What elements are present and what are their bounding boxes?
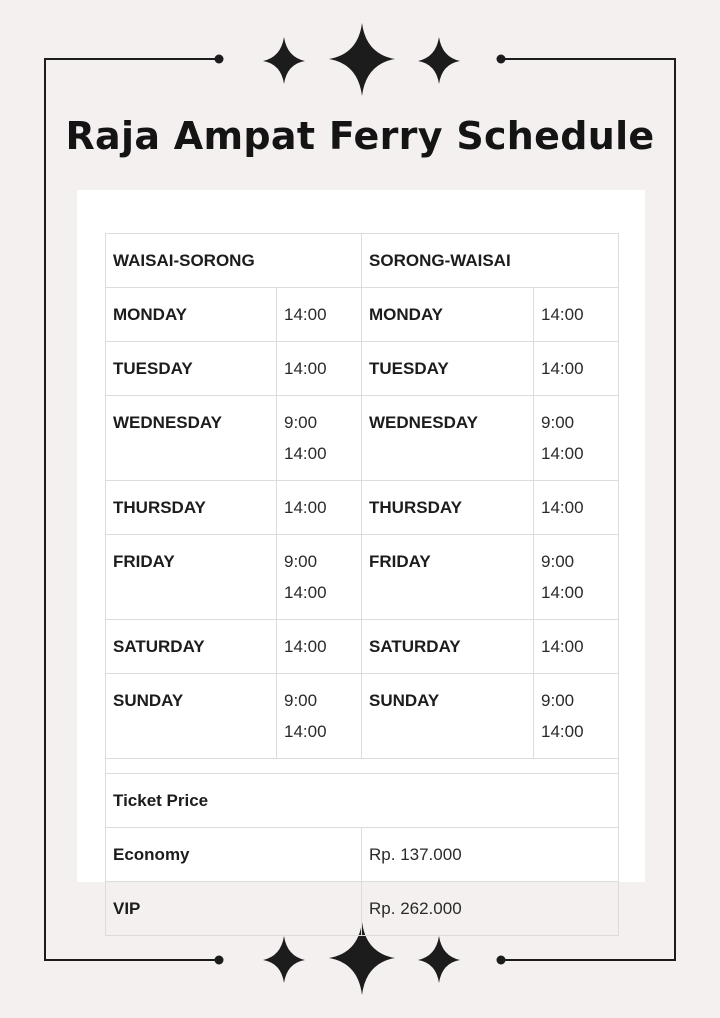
price-value: Rp. 262.000 bbox=[362, 882, 619, 936]
time-cell bbox=[277, 342, 362, 396]
time-value: 14:00 bbox=[284, 583, 327, 602]
schedule-card bbox=[77, 190, 645, 918]
day-cell: WEDNESDAY bbox=[362, 396, 534, 481]
table-spacer-row bbox=[106, 759, 619, 774]
time-value: 14:00 bbox=[541, 444, 584, 463]
sparkle-icon-bottom-left bbox=[263, 936, 305, 983]
time-value: 9:00 bbox=[284, 413, 318, 432]
day-cell: THURSDAY bbox=[106, 481, 277, 535]
time-value: 14:00 bbox=[541, 583, 584, 602]
time-cell bbox=[277, 535, 362, 620]
price-value: Rp. 137.000 bbox=[362, 828, 619, 882]
day-cell: MONDAY bbox=[362, 288, 534, 342]
sparkle-icon-top-right bbox=[418, 37, 460, 84]
time-value: 14:00 bbox=[284, 444, 327, 463]
day-cell: SUNDAY bbox=[106, 674, 277, 759]
table-row bbox=[106, 288, 619, 342]
day-cell: SATURDAY bbox=[362, 620, 534, 674]
day-cell: WEDNESDAY bbox=[106, 396, 277, 481]
time-value: 14:00 bbox=[541, 305, 584, 324]
time-value: 9:00 bbox=[541, 691, 575, 710]
sparkle-icon-top-center bbox=[329, 23, 395, 96]
frame-dot-top-left bbox=[215, 55, 224, 64]
table-row bbox=[106, 481, 619, 535]
day-cell: SATURDAY bbox=[106, 620, 277, 674]
time-cell bbox=[534, 535, 619, 620]
time-value: 9:00 bbox=[541, 552, 575, 571]
time-value: 14:00 bbox=[541, 722, 584, 741]
schedule-table bbox=[105, 233, 619, 936]
time-cell bbox=[277, 620, 362, 674]
price-row bbox=[106, 882, 619, 936]
day-cell: TUESDAY bbox=[362, 342, 534, 396]
table-row bbox=[106, 674, 619, 759]
frame-dot-top-right bbox=[497, 55, 506, 64]
day-cell: MONDAY bbox=[106, 288, 277, 342]
time-cell bbox=[277, 674, 362, 759]
time-cell bbox=[534, 288, 619, 342]
page-title: Raja Ampat Ferry Schedule bbox=[65, 114, 655, 158]
table-row bbox=[106, 396, 619, 481]
price-row bbox=[106, 828, 619, 882]
time-value: 14:00 bbox=[284, 637, 327, 656]
time-value: 9:00 bbox=[541, 413, 575, 432]
time-cell bbox=[534, 342, 619, 396]
ticket-price-heading: Ticket Price bbox=[106, 774, 619, 828]
time-value: 14:00 bbox=[541, 359, 584, 378]
price-label: Economy bbox=[106, 828, 362, 882]
frame-dot-bottom-left bbox=[215, 956, 224, 965]
day-cell: FRIDAY bbox=[362, 535, 534, 620]
day-cell: THURSDAY bbox=[362, 481, 534, 535]
time-value: 14:00 bbox=[284, 359, 327, 378]
day-cell: FRIDAY bbox=[106, 535, 277, 620]
time-cell bbox=[534, 620, 619, 674]
time-value: 9:00 bbox=[284, 691, 318, 710]
time-value: 14:00 bbox=[284, 498, 327, 517]
route-header-sorong-waisai: SORONG-WAISAI bbox=[362, 234, 619, 288]
price-label: VIP bbox=[106, 882, 362, 936]
day-cell: SUNDAY bbox=[362, 674, 534, 759]
table-row bbox=[106, 535, 619, 620]
sparkle-icon-bottom-right bbox=[418, 936, 460, 983]
time-cell bbox=[534, 674, 619, 759]
time-cell bbox=[277, 396, 362, 481]
time-cell bbox=[534, 396, 619, 481]
spacer-cell bbox=[106, 759, 619, 774]
table-row bbox=[106, 342, 619, 396]
frame-dot-bottom-right bbox=[497, 956, 506, 965]
time-cell bbox=[277, 481, 362, 535]
route-header-row bbox=[106, 234, 619, 288]
time-cell bbox=[277, 288, 362, 342]
time-value: 9:00 bbox=[284, 552, 318, 571]
time-value: 14:00 bbox=[541, 637, 584, 656]
time-value: 14:00 bbox=[541, 498, 584, 517]
price-header-row bbox=[106, 774, 619, 828]
time-cell bbox=[534, 481, 619, 535]
sparkle-icon-top-left bbox=[263, 37, 305, 84]
route-header-waisai-sorong: WAISAI-SORONG bbox=[106, 234, 362, 288]
time-value: 14:00 bbox=[284, 722, 327, 741]
table-row bbox=[106, 620, 619, 674]
time-value: 14:00 bbox=[284, 305, 327, 324]
day-cell: TUESDAY bbox=[106, 342, 277, 396]
